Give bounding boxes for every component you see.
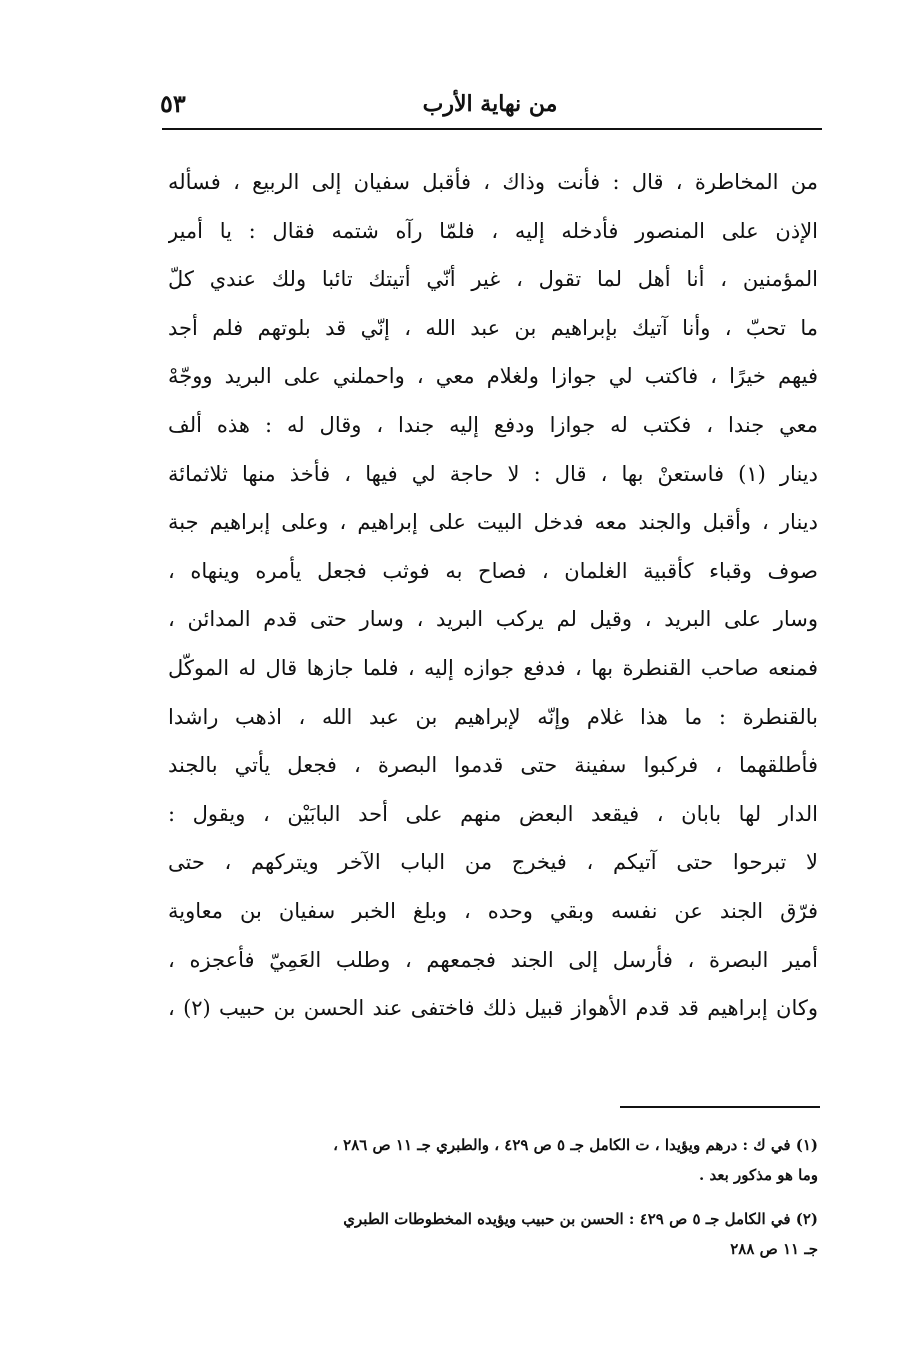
footnote-gap bbox=[168, 1190, 818, 1204]
page-number: ٥٣ bbox=[160, 89, 186, 118]
text-line: دينار ، وأقبل والجند معه فدخل البيت على إبراهيم ، وعلى إبراهيم جبة bbox=[168, 510, 818, 535]
text-line: معي جندا ، فكتب له جوازا ودفع إليه جندا ، وقال له : هذه ألف bbox=[168, 412, 818, 437]
text-line: صوف وقباء كأقبية الغلمان ، فصاح به فوثب فجعل يأمره وينهاه ، bbox=[168, 558, 818, 583]
text-line: وكان إبراهيم قد قدم الأهواز قبيل ذلك فاختفى عند الحسن بن حبيب (٢) ، bbox=[168, 996, 818, 1021]
body-text bbox=[168, 158, 818, 1033]
text-line: أمير البصرة ، فأرسل إلى الجند فجمعهم ، وطلب العَمِيّ فأعجزه ، bbox=[168, 947, 818, 972]
text-line: الدار لها بابان ، فيقعد البعض منهم على أحد البابَيْن ، ويقول : bbox=[168, 801, 818, 826]
running-title: من نهاية الأرب bbox=[422, 91, 558, 117]
text-line: دينار (١) فاستعنْ بها ، قال : لا حاجة لي فيها ، فأخذ منها ثلاثمائة bbox=[168, 461, 818, 486]
text-line: الإذن على المنصور فأدخله إليه ، فلمّا رآه شتمه فقال : يا أمير bbox=[168, 218, 818, 243]
footnote-2-continuation: جـ ١١ ص ٢٨٨ bbox=[730, 1240, 818, 1258]
text-line: فيهم خيرًا ، فاكتب لي جوازا ولغلام معي ، واحملني على البريد ووجّهْ bbox=[168, 364, 818, 389]
text-line: بالقنطرة : ما هذا غلام وإنّه لإبراهيم بن عبد الله ، اذهب راشدا bbox=[168, 704, 818, 729]
text-line: المؤمنين ، أنا أهل لما تقول ، غير أنّي أتيتك تائبا ولك عندي كلّ bbox=[168, 267, 818, 292]
page-header bbox=[160, 84, 820, 124]
footnotes bbox=[168, 1130, 818, 1264]
text-line: وسار على البريد ، وقيل لم يركب البريد ، وسار حتى قدم المدائن ، bbox=[168, 607, 818, 632]
text-line: فمنعه صاحب القنطرة بها ، فدفع جوازه إليه ، فلما جازها قال له الموكّل bbox=[168, 655, 818, 680]
text-line: لا تبرحوا حتى آتيكم ، فيخرج من الباب الآخر ويتركهم ، حتى bbox=[168, 850, 818, 875]
text-line: فأطلقهما ، فركبوا سفينة حتى قدموا البصرة ، فجعل يأتي بالجند bbox=[168, 753, 818, 778]
footnote-2: (٢) في الكامل جـ ٥ ص ٤٢٩ : الحسن بن حبيب ويؤيده المخطوطات الطبري bbox=[343, 1210, 818, 1228]
footnote-1: (١) في ك : درهم ويؤيدا ، ت الكامل جـ ٥ ص ٤٢٩ ، والطبري جـ ١١ ص ٢٨٦ ، bbox=[333, 1136, 818, 1154]
text-line: ما تحبّ ، وأنا آتيك بإبراهيم بن عبد الله ، إنّي قد بلوتهم فلم أجد bbox=[168, 315, 818, 340]
footnote-rule bbox=[620, 1106, 820, 1108]
text-line: من المخاطرة ، قال : فأنت وذاك ، فأقبل سفيان إلى الربيع ، فسأله bbox=[168, 170, 818, 194]
footnote-1-continuation: وما هو مذكور بعد . bbox=[699, 1166, 818, 1184]
header-rule bbox=[162, 128, 822, 130]
text-line: فرّق الجند عن نفسه وبقي وحده ، وبلغ الخبر سفيان بن معاوية bbox=[168, 898, 818, 923]
